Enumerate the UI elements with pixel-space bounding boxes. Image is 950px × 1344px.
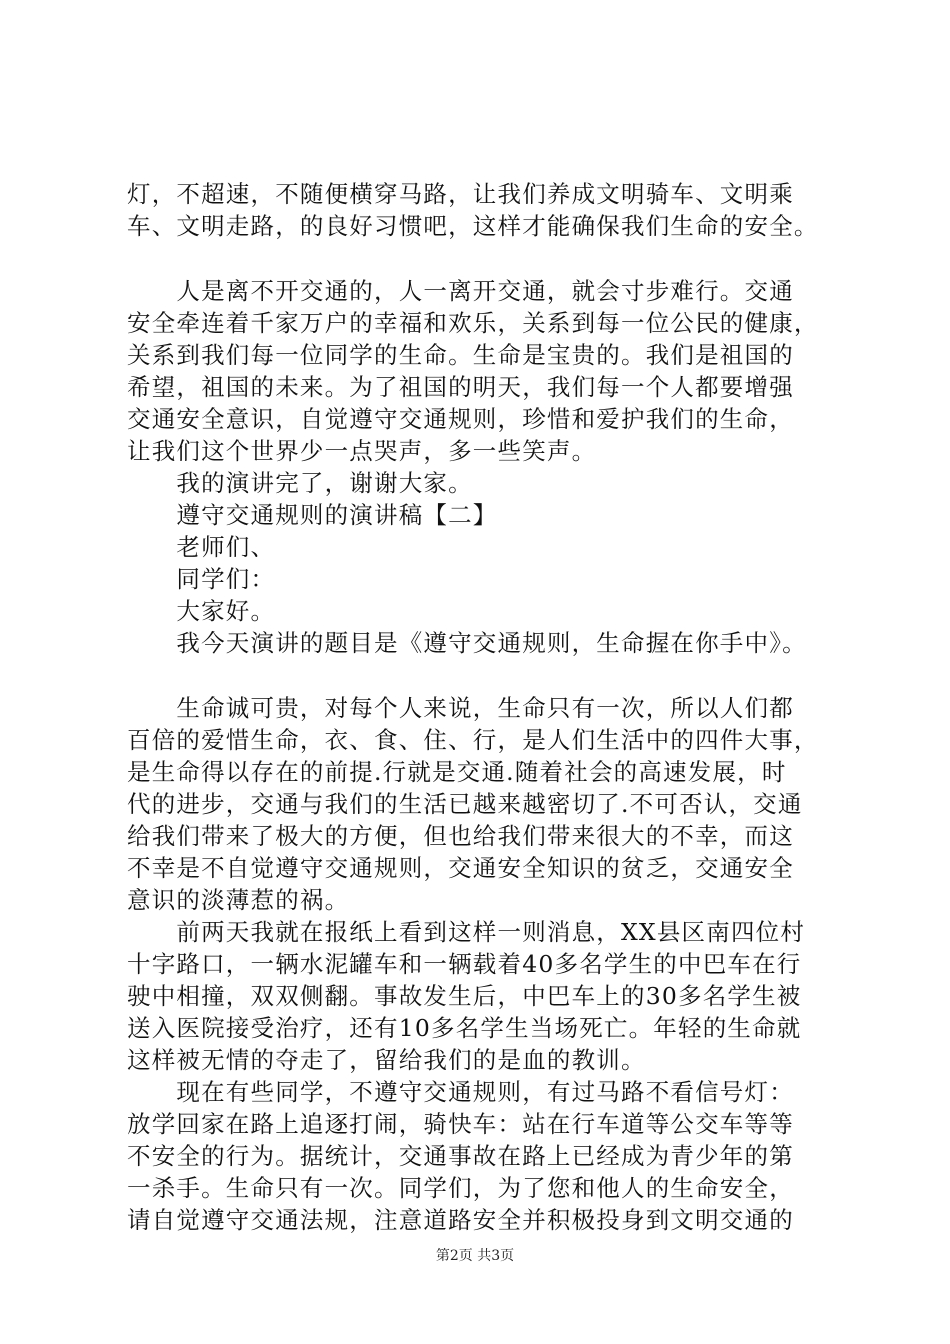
text-line: 我的演讲完了，谢谢大家。 [127,469,473,497]
text-line: 一杀手。生命只有一次。同学们，为了您和他人的生命安全， [127,1174,794,1202]
text-line: 十字路口，一辆水泥罐车和一辆载着40多名学生的中巴车在行 [127,950,802,978]
page-footer: 第2页 共3页 [435,1248,515,1264]
text-line: 不幸是不自觉遵守交通规则，交通安全知识的贫乏，交通安全 [127,854,794,882]
text-line: 前两天我就在报纸上看到这样一则消息，XX县区南四位村 [127,918,806,946]
text-line: 送入医院接受治疗，还有10多名学生当场死亡。年轻的生命就 [127,1014,802,1042]
text-line: 希望，祖国的未来。为了祖国的明天，我们每一个人都要增强 [127,373,794,401]
text-line: 不安全的行为。据统计，交通事故在路上已经成为青少年的第 [127,1142,794,1170]
text-line: 百倍的爱惜生命，衣、食、住、行，是人们生活中的四件大事， [127,726,819,754]
text-line: 我今天演讲的题目是《遵守交通规则，生命握在你手中》。 [127,629,807,657]
text-line: 意识的淡薄惹的祸。 [127,886,350,914]
text-line: 灯，不超速，不随便横穿马路，让我们养成文明骑车、文明乘 [127,180,794,208]
text-line: 生命诚可贵，对每个人来说，生命只有一次，所以人们都 [127,694,794,722]
text-line: 这样被无情的夺走了，留给我们的是血的教训。 [127,1046,646,1074]
text-line: 老师们、 [127,533,276,561]
text-line: 大家好。 [127,597,276,625]
text-line: 驶中相撞，双双侧翻。事故发生后，中巴车上的30多名学生被 [127,982,802,1010]
text-line: 给我们带来了极大的方便，但也给我们带来很大的不幸，而这 [127,822,794,850]
text-line: 关系到我们每一位同学的生命。生命是宝贵的。我们是祖国的 [127,341,794,369]
text-line: 现在有些同学，不遵守交通规则，有过马路不看信号灯： [127,1078,794,1106]
text-line: 代的进步，交通与我们的生活已越来越密切了.不可否认，交通 [127,790,803,818]
text-line: 请自觉遵守交通法规，注意道路安全并积极投身到文明交通的 [127,1206,794,1234]
text-line: 车、文明走路，的良好习惯吧，这样才能确保我们生命的安全。 [127,212,819,240]
text-line: 同学们： [127,565,276,593]
text-line: 交通安全意识，自觉遵守交通规则，珍惜和爱护我们的生命， [127,405,794,433]
text-line: 人是离不开交通的，人一离开交通，就会寸步难行。交通 [127,277,794,305]
text-line: 放学回家在路上追逐打闹，骑快车：站在行车道等公交车等等 [127,1110,794,1138]
text-line: 安全牵连着千家万户的幸福和欢乐，关系到每一位公民的健康， [127,309,819,337]
text-line: 让我们这个世界少一点哭声，多一些笑声。 [127,437,597,465]
text-line: 是生命得以存在的前提.行就是交通.随着社会的高速发展，时 [127,758,787,786]
section-heading: 遵守交通规则的演讲稿【二】 [127,501,498,529]
